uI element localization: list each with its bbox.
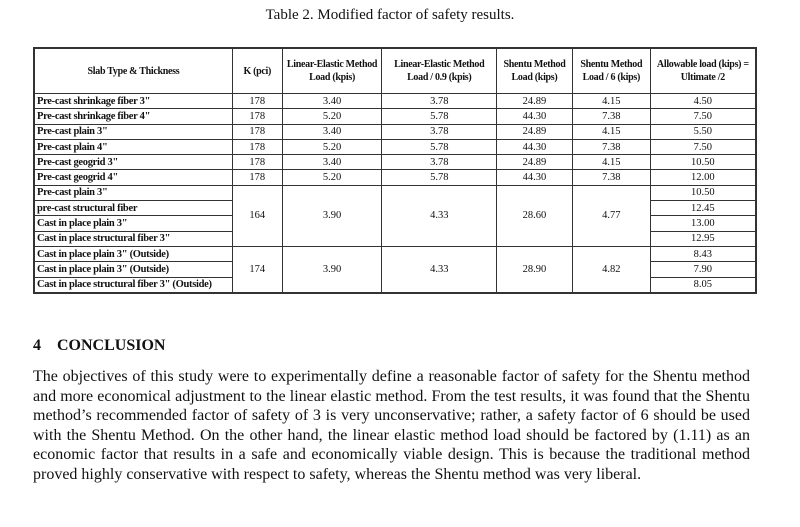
value-cell: 10.50 <box>650 155 756 170</box>
slab-type-cell: Pre-cast plain 3" <box>34 124 232 139</box>
value-cell: 5.78 <box>382 170 497 185</box>
value-cell: 3.40 <box>282 94 382 109</box>
table-row <box>34 94 756 109</box>
value-cell: 4.33 <box>382 246 497 292</box>
value-cell: 4.15 <box>572 94 650 109</box>
value-cell: 5.78 <box>382 109 497 124</box>
slab-type-cell: Pre-cast plain 3" <box>34 185 232 200</box>
value-cell: 5.20 <box>282 139 382 154</box>
slab-type-cell: Cast in place plain 3" (Outside) <box>34 246 232 261</box>
value-cell: 178 <box>232 124 282 139</box>
section-number: 4 <box>33 337 41 354</box>
value-cell: 4.77 <box>572 185 650 246</box>
column-header: K (pci) <box>232 48 282 94</box>
value-cell: 174 <box>232 246 282 292</box>
value-cell: 24.89 <box>497 94 573 109</box>
value-cell: 3.78 <box>382 155 497 170</box>
table-row <box>34 155 756 170</box>
slab-type-cell: Cast in place structural fiber 3" <box>34 231 232 246</box>
slab-type-cell: Cast in place plain 3" <box>34 216 232 231</box>
value-cell: 3.90 <box>282 185 382 246</box>
section-heading <box>33 337 165 355</box>
value-cell: 5.20 <box>282 170 382 185</box>
table-row <box>34 124 756 139</box>
column-header: Slab Type & Thickness <box>34 48 232 94</box>
value-cell: 8.43 <box>650 246 756 261</box>
value-cell: 178 <box>232 139 282 154</box>
column-header: Shentu Method Load (kips) <box>497 48 573 94</box>
value-cell: 44.30 <box>497 109 573 124</box>
value-cell: 178 <box>232 155 282 170</box>
slab-type-cell: Cast in place plain 3" (Outside) <box>34 262 232 277</box>
value-cell: 13.00 <box>650 216 756 231</box>
column-header: Linear-Elastic Method Load / 0.9 (kpis) <box>382 48 497 94</box>
table-row <box>34 170 756 185</box>
table-row <box>34 185 756 200</box>
value-cell: 5.78 <box>382 139 497 154</box>
slab-type-cell: pre-cast structural fiber <box>34 201 232 216</box>
value-cell: 164 <box>232 185 282 246</box>
value-cell: 4.50 <box>650 94 756 109</box>
value-cell: 24.89 <box>497 155 573 170</box>
slab-type-cell: Pre-cast geogrid 3" <box>34 155 232 170</box>
value-cell: 12.00 <box>650 170 756 185</box>
column-header: Linear-Elastic Method Load (kpis) <box>282 48 382 94</box>
slab-type-cell: Pre-cast geogrid 4" <box>34 170 232 185</box>
slab-type-cell: Pre-cast shrinkage fiber 4" <box>34 109 232 124</box>
value-cell: 12.45 <box>650 201 756 216</box>
conclusion-paragraph: The objectives of this study were to experimentally define a reasonable factor of safety for the Shentu method and more economical adjustment to the linear elastic method. From the test results, it was found that the Shentu method’s recommended factor of safety of 3 is very unconservative; rather, a safety factor of 6 should be used with the Shentu Method. On the other hand, the linear elastic method load should be factored by (1.11) as an economic factor that results in a safe and economically viable design. This is because the traditional method proved highly conservative with respect to safety, whereas the Shentu method was very liberal. <box>33 368 750 483</box>
section-title: CONCLUSION <box>57 337 166 354</box>
value-cell: 4.33 <box>382 185 497 246</box>
value-cell: 5.20 <box>282 109 382 124</box>
value-cell: 7.38 <box>572 170 650 185</box>
value-cell: 3.40 <box>282 124 382 139</box>
value-cell: 3.78 <box>382 94 497 109</box>
value-cell: 5.50 <box>650 124 756 139</box>
value-cell: 178 <box>232 109 282 124</box>
value-cell: 28.90 <box>497 246 573 292</box>
value-cell: 24.89 <box>497 124 573 139</box>
value-cell: 3.78 <box>382 124 497 139</box>
column-header: Shentu Method Load / 6 (kips) <box>572 48 650 94</box>
value-cell: 3.40 <box>282 155 382 170</box>
value-cell: 12.95 <box>650 231 756 246</box>
value-cell: 8.05 <box>650 277 756 293</box>
slab-type-cell: Pre-cast shrinkage fiber 3" <box>34 94 232 109</box>
value-cell: 3.90 <box>282 246 382 292</box>
value-cell: 7.50 <box>650 109 756 124</box>
table-header-row <box>34 48 756 94</box>
column-header: Allowable load (kips) = Ultimate /2 <box>650 48 756 94</box>
value-cell: 7.50 <box>650 139 756 154</box>
value-cell: 178 <box>232 170 282 185</box>
value-cell: 44.30 <box>497 139 573 154</box>
value-cell: 7.90 <box>650 262 756 277</box>
value-cell: 7.38 <box>572 139 650 154</box>
table-row <box>34 139 756 154</box>
table-caption: Table 2. Modified factor of safety results. <box>265 7 515 23</box>
value-cell: 10.50 <box>650 185 756 200</box>
value-cell: 7.38 <box>572 109 650 124</box>
table-row <box>34 246 756 261</box>
table-row <box>34 109 756 124</box>
value-cell: 28.60 <box>497 185 573 246</box>
safety-factor-table <box>33 47 757 294</box>
value-cell: 4.82 <box>572 246 650 292</box>
value-cell: 44.30 <box>497 170 573 185</box>
slab-type-cell: Pre-cast plain 4" <box>34 139 232 154</box>
value-cell: 4.15 <box>572 124 650 139</box>
value-cell: 4.15 <box>572 155 650 170</box>
slab-type-cell: Cast in place structural fiber 3" (Outside) <box>34 277 232 293</box>
value-cell: 178 <box>232 94 282 109</box>
